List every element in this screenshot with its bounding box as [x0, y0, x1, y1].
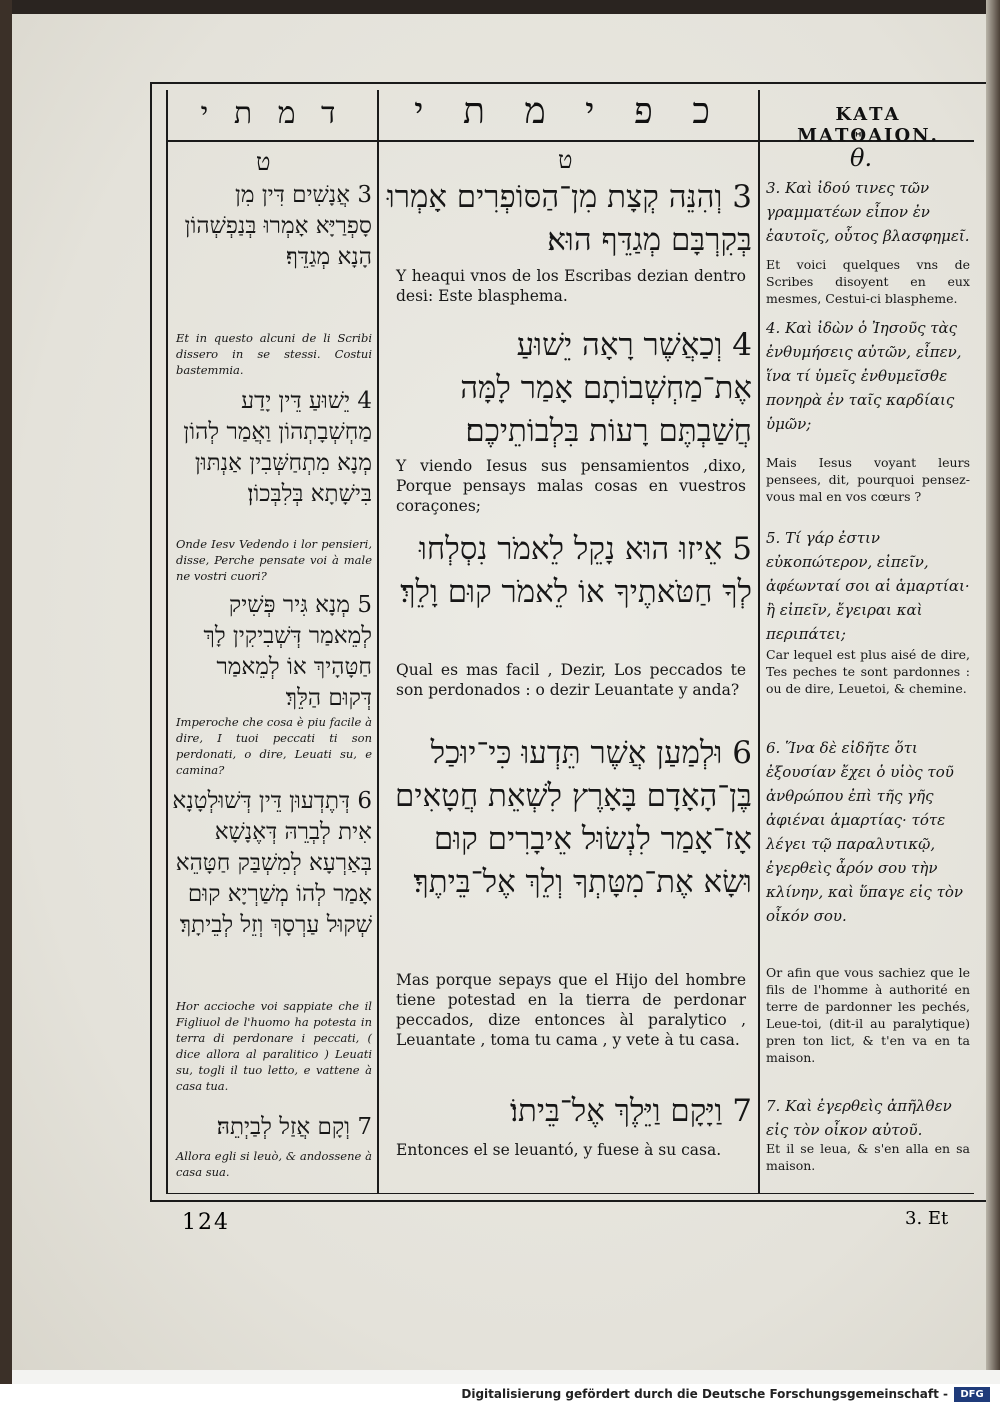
scan-border-left [0, 0, 12, 1406]
left-verse-7-hebrew: 7 וְקָם אֲזַל לְבַיְתֵהּ׃ [216, 1114, 372, 1140]
footer-credit-text: Digitalisierung gefördert durch die Deutsche Forschungsgemeinschaft - [461, 1387, 948, 1401]
right-verse-5-french: Car lequel est plus aisé de dire, Tes peches te sont pardonnes : ou de dire, Leuetoi, & chemine. [766, 647, 970, 696]
middle-verse-3-hebrew: 3 וְהִנֵּה קְצָת מִן־הַסּוֹפְרִים אָמְרוּ בְּקִרְבָּם מְגַדֵּף הוּא׃ [386, 179, 752, 258]
bottom-rule-inner [166, 1193, 974, 1194]
left-verse-5-italian: Imperoche che cosa è piu facile à dire, I tuoi peccati ti son perdonati, o dire, Leuati su, e camina? [176, 715, 372, 777]
right-verse-3-french: Et voici quelques vns de Scribes disoyent en eux mesmes, Cestui-ci blaspheme. [766, 257, 970, 306]
left-frame-inner [166, 90, 168, 1194]
right-verse-3-greek: 3. Καὶ ἰδού τινες τῶν γραμματέων εἶπον ἐν ἑαυτοῖς, οὗτος βλασφημεῖ. [766, 179, 970, 245]
header-right-title: ΚΑΤΑ ΜΑΤΘΑΙΟΝ. [797, 104, 939, 146]
page-number: 124 [182, 1210, 230, 1235]
chapter-marker-middle: ט [558, 146, 573, 174]
right-verse-6-greek: 6. Ἵνα δὲ εἰδῆτε ὅτι ἐξουσίαν ἔχει ὁ υἱὸς τοῦ ἀνθρώπου ἐπὶ τῆς γῆς ἀφιέναι ἁμαρτίας· τότε λέγει τῷ παραλυτικῷ, ἐγερθεὶς ἆρόν σου τὴν κλίνην, καὶ ὕπαγε εἰς τὸν οἶκόν σου. [766, 739, 964, 925]
divider-left [377, 90, 379, 1194]
scan-border-top [0, 0, 1000, 14]
right-verse-7-french: Et il se leua, & s'en alla en sa maison. [766, 1141, 970, 1173]
left-frame-outer [150, 82, 152, 1202]
right-verse-7-greek: 7. Καὶ ἐγερθεὶς ἀπῆλθεν εἰς τὸν οἶκον αὐτοῦ. [766, 1097, 952, 1139]
middle-verse-4-hebrew: 4 וְכַאֲשֶׁר רָאָה יֵשׁוּעַ אֶת־מַחְשְׁבוֹתָם אָמַר לָמָּה חֲשַׁבְתֶּם רָעוֹת בִּלְבוֹתֵיכֶם׃ [460, 327, 752, 449]
middle-verse-6-hebrew: 6 וּלְמַעַן אֲשֶׁר תֵּדְעוּ כִּי־יוּכַל בֶּן־הָאָדָם בָּאָרֶץ לִשְׁאֵת חֲטָאִים אָז־אָמַר לִנְשׂוּל אֵיבָרִים קוּם וּשָׂא אֶת־מִטָּתְךָ וְלֵךְ אֶל־בֵּיתֶךָ׃ [395, 735, 752, 900]
middle-verse-3-spanish: Y heaqui vnos de los Escribas dezian dentro desi: Este blasphema. [396, 267, 746, 305]
bottom-rule [150, 1200, 986, 1202]
left-verse-7-italian: Allora egli si leuò, & andossene à casa sua. [176, 1149, 372, 1179]
right-verse-6-french: Or afin que vous sachiez que le fils de l'homme à authorité en terre de pardonner les pechés, Leue-toi, (dit-il au paralytique) pren ton lict, & t'en va en ta maison. [766, 965, 970, 1065]
catchword: 3. Et [905, 1208, 949, 1229]
scan-border-right [986, 0, 1000, 1370]
left-verse-4-hebrew: 4 יֵשׁוּעַ דֵּין יָדַע מַחְשְׁבָתְהוֹן וַאֲמַר לְהוֹן מְנָא מִתְחַשְּׁבִין אַנְתּוּן בִּישָׁתָא בְּלִבְּכוֹן׃ [183, 388, 372, 507]
left-verse-3-hebrew: 3 אֲנָשִׁים דִּין מִן סָפְרַיָּא אָמְרוּ בְּנַפְשְׁהוֹן הָנָא מְגַדֵּף׃ [184, 182, 372, 270]
chapter-marker-left: ט [256, 148, 271, 176]
left-verse-6-italian: Hor accioche voi sappiate che il Figliuol de l'huomo ha potesta in terra di perdonare i peccati, ( dice allora al paralitico ) Leuati su, togli il tuo letto, e vattene à casa tua. [176, 999, 372, 1093]
right-verse-5-greek: 5. Τί γάρ ἐστιν εὐκοπώτερον, εἰπεῖν, ἀφέωνταί σοι αἱ ἁμαρτίαι· ἢ εἰπεῖν, ἔγειραι καὶ περιπάτει; [766, 529, 970, 643]
divider-right [758, 90, 760, 1194]
middle-verse-7-hebrew: 7 וַיָּקָם וַיֵּלֶךְ אֶל־בֵּיתוֹ׃ [510, 1093, 752, 1129]
right-verse-4-greek: 4. Καὶ ἰδὼν ὁ Ἰησοῦς τὰς ἐνθυμήσεις αὐτῶν, εἶπεν, ἵνα τί ὑμεῖς ἐνθυμεῖσθε πονηρὰ ἐν ταῖς καρδίαις ὑμῶν; [766, 319, 962, 433]
middle-verse-5-spanish: Qual es mas facil , Dezir, Los peccados te son perdonados : o dezir Leuantate y anda? [396, 661, 746, 699]
top-rule [150, 82, 986, 84]
header-left-title: ד מ ת י [200, 96, 344, 131]
left-verse-5-hebrew: 5 מְנָא גִּיר פְּשִׁיק לְמֵאמַר דְּשְׁבִיקִין לָךְ חַטָּהָיךְ אוֹ לְמֵאמַר דְּקוּם הַלֵּךְ׃ [203, 592, 372, 711]
middle-verse-5-hebrew: 5 אֵיזוּ הוּא נָקֵל לֵאמֹר נִסְלְחוּ לְךָ חַטֹּאתֶיךָ אוֹ לֵאמֹר קוּם וָלֵךְ׃ [400, 531, 752, 610]
middle-verse-7-spanish: Entonces el se leuantó, y fuese à su casa. [396, 1141, 722, 1159]
middle-verse-4-spanish: Y viendo Iesus sus pensamientos ,dixo, Porque pensays malas cosas en vuestros coraçones; [396, 457, 746, 515]
left-verse-4-italian: Onde Iesv Vedendo i lor pensieri, disse, Perche pensate voi à male ne vostri cuori? [176, 537, 372, 583]
left-verse-3-italian: Et in questo alcuni de li Scribi dissero in se stessi. Costui bastemmia. [176, 331, 372, 377]
header-middle-title: כ פ י מ ת י [414, 91, 724, 132]
left-verse-6-hebrew: 6 דְּתֶדְעוּן דֵּין דְּשׁוּלְטָנָא אִית לְבְרֵהּ דְּאֶנָשָׁא בְּאַרְעָא לְמִשְׁבַּק חַטָּהֵא אָמַר לְהוֹ מְשַׁרְיָא קוּם שְׁקוּל עַרְסָךְ וְזֵל לְבֵיתָךְ׃ [172, 788, 372, 938]
middle-verse-6-spanish: Mas porque sepays que el Hijo del hombre tiene potestad en la tierra de perdonar peccados, dize entonces àl paralytico , Leuantate , toma tu cama , y vete à tu casa. [396, 971, 746, 1049]
right-verse-4-french: Mais Iesus voyant leurs pensees, dit, pourquoi pensez-vous mal en vos cœurs ? [766, 455, 970, 504]
chapter-marker-right: θ. [850, 144, 873, 172]
dfg-logo: DFG [954, 1387, 990, 1402]
digitization-footer [0, 1384, 1000, 1406]
